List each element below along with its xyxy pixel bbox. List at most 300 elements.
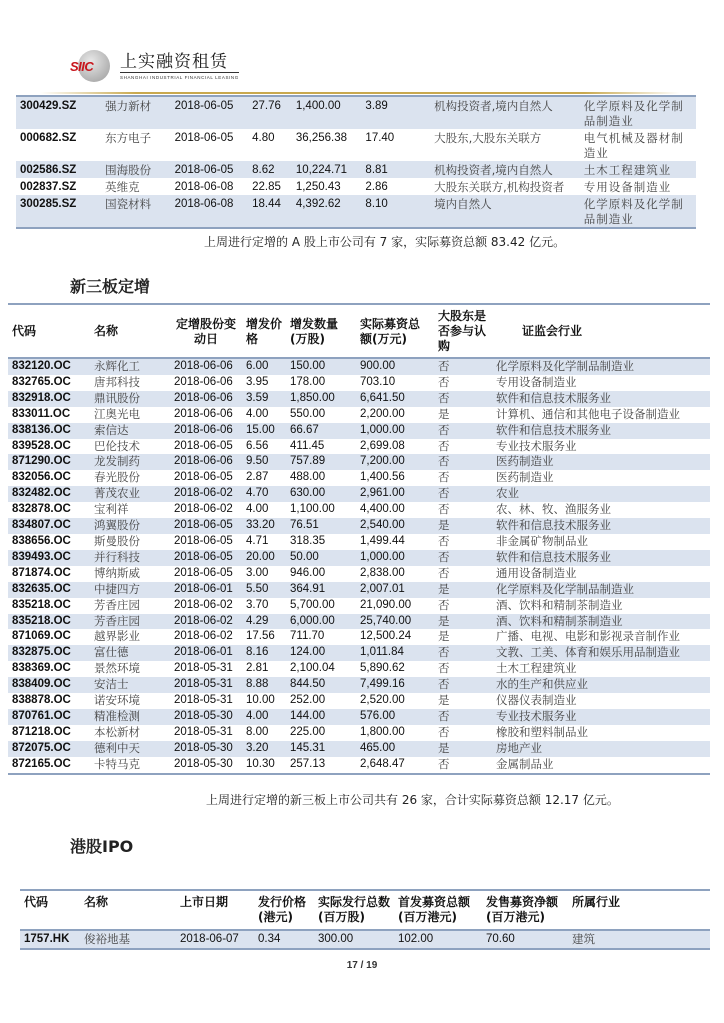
stock-code: 300429.SZ [16,96,101,129]
stock-code: 838369.OC [12,662,71,675]
industry: 软件和信息技术服务业 [492,423,710,439]
col-header: 名称 [90,304,170,358]
raised-amount: 7,200.00 [356,454,434,470]
industry: 化学原料及化学制品制造业 [492,582,710,598]
stock-code: 834807.OC [8,518,90,534]
raised-amount: 2,699.08 [360,439,405,452]
col-header: 定增股份变动日 [170,304,242,358]
stock-name: 越界影业 [94,629,140,644]
industry: 水的生产和供应业 [492,677,710,693]
industry: 土木工程建筑业 [580,161,696,178]
issue-quantity: 2,100.04 [290,662,335,675]
industry: 专业技术服务业 [492,709,710,725]
change-date: 2018-06-01 [170,645,242,661]
issue-price: 8.16 [242,645,286,661]
issue-quantity: 145.31 [286,741,356,757]
price: 4.80 [252,132,275,144]
shares-issued: 300.00 [314,930,394,949]
issue-price: 10.30 [246,757,275,770]
major-holder-participation: 否 [438,597,450,612]
major-holder-participation: 是 [438,693,450,708]
stock-code: 872075.OC [8,741,90,757]
issue-quantity: 364.91 [286,582,356,598]
col-header: 发售募资净额(百万港元) [482,890,568,930]
issue-quantity: 36,256.38 [295,132,348,144]
issue-quantity: 1,250.43 [295,181,341,193]
major-holder-participation: 否 [438,470,450,485]
major-holder-participation: 否 [434,709,492,725]
change-date: 2018-05-31 [174,662,233,675]
stock-code: 835218.OC [8,614,90,630]
table-row [8,518,710,534]
change-date: 2018-06-05 [170,550,242,566]
date: 2018-06-05 [171,96,249,129]
issue-quantity: 5,700.00 [290,598,335,611]
table-row [8,550,710,566]
siic-logo-icon: SIIC [70,50,116,82]
issue-price: 17.56 [246,630,275,643]
issue-quantity: 1,100.00 [290,503,335,516]
table-row [8,741,710,757]
date: 2018-06-08 [171,195,249,228]
industry: 广播、电视、电影和影视录音制作业 [496,629,680,644]
issue-price: 3.00 [246,566,269,579]
issue-price: 3.70 [246,598,269,611]
major-holder-participation: 否 [434,423,492,439]
industry: 软件和信息技术服务业 [492,518,710,534]
stock-name: 卡特马克 [94,756,140,771]
company-name-en: SHANGHAI INDUSTRIAL FINANCIAL LEASING [120,74,239,80]
subscribers: 大股东关联方,机构投资者 [434,180,565,194]
company-logo [70,48,239,84]
stock-name: 江奥光电 [94,406,140,421]
stock-name: 俊裕地基 [80,930,176,949]
table-row [16,195,696,228]
industry: 计算机、通信和其他电子设备制造业 [496,406,680,421]
issue-price: 3.59 [242,391,286,407]
industry: 专业技术服务业 [496,438,577,453]
col-header: 增发价格 [242,304,286,358]
change-date: 2018-05-31 [174,725,233,738]
stock-name: 唐邦科技 [94,374,140,389]
issue-quantity: 550.00 [290,407,326,420]
issue-quantity: 6,000.00 [286,614,356,630]
issue-price: 4.70 [242,486,286,502]
major-holder-participation: 否 [438,533,450,548]
issue-price: 6.56 [246,439,269,452]
stock-name: 围海股份 [101,161,170,178]
issue-quantity: 946.00 [290,566,326,579]
stock-name: 龙发制药 [90,454,170,470]
raised-amount: 2,007.01 [356,582,434,598]
industry: 化学原料及化学制品制造业 [580,195,696,228]
industry: 通用设备制造业 [496,565,577,580]
issue-quantity: 178.00 [290,375,326,388]
stock-code: 002837.SZ [20,181,77,193]
major-holder-participation: 否 [438,438,450,453]
stock-code: 838878.OC [12,694,71,707]
major-holder-participation: 否 [434,550,492,566]
issue-price: 4.00 [242,709,286,725]
a-share-placement-table [16,95,696,229]
table-row [16,129,696,161]
date: 2018-06-05 [174,132,234,144]
col-header: 所属行业 [568,890,710,930]
subscribers: 机构投资者,境内自然人 [430,96,580,129]
col-header: 实际募资总额(万元) [356,304,434,358]
table-row [8,582,710,598]
industry: 酒、饮料和精制茶制造业 [492,614,710,630]
raised-amount: 2,838.00 [360,566,405,579]
change-date: 2018-06-02 [170,486,242,502]
raised-amount: 465.00 [356,741,434,757]
change-date: 2018-06-06 [174,375,233,388]
issue-price: 20.00 [242,550,286,566]
raised-amount: 703.10 [360,375,396,388]
raised-amount: 2,648.47 [360,757,405,770]
issue-price: 4.71 [246,534,269,547]
col-header: 增发数量(万股) [286,304,356,358]
raised-amount: 25,740.00 [356,614,434,630]
col-header: 代码 [20,890,80,930]
issue-quantity: 257.13 [290,757,326,770]
raised-amount: 4,400.00 [360,503,405,516]
price: 27.76 [248,96,292,129]
issue-price: 4.00 [246,407,269,420]
industry: 专用设备制造业 [496,374,577,389]
issue-price: 15.00 [242,423,286,439]
raised-amount: 2,961.00 [356,486,434,502]
major-holder-participation: 否 [434,358,492,375]
hk-ipo-section-title: 港股IPO [70,837,134,856]
price: 22.85 [252,181,281,193]
change-date: 2018-06-05 [174,566,233,579]
stock-code: 832918.OC [8,391,90,407]
stock-name: 巴伦技术 [94,438,140,453]
a-share-summary: 上周进行定增的 A 股上市公司有 7 家，实际募资总额 83.42 亿元。 [204,235,566,249]
issue-quantity: 1,850.00 [286,391,356,407]
stock-code: 871218.OC [12,725,71,738]
issue-price: 0.34 [254,930,314,949]
stock-name: 菁茂农业 [90,486,170,502]
raised-amount: 1,011.84 [356,645,434,661]
table-row [8,566,710,582]
change-date: 2018-06-05 [170,518,242,534]
change-date: 2018-05-31 [170,677,242,693]
stock-name: 强力新材 [101,96,170,129]
table-row [8,470,710,486]
table-row [8,725,710,741]
stock-name: 本松新材 [94,724,140,739]
industry: 农、林、牧、渔服务业 [496,502,611,517]
neeq-section-title: 新三板定增 [70,277,151,296]
stock-name: 东方电子 [105,131,152,145]
raised-amount: 1,800.00 [360,725,405,738]
col-header: 名称 [80,890,176,930]
issue-price: 6.00 [242,358,286,375]
change-date: 2018-05-30 [170,741,242,757]
raised-amount: 6,641.50 [356,391,434,407]
issue-price: 3.20 [242,741,286,757]
page-number: 17 / 19 [346,960,378,971]
major-holder-participation: 否 [434,454,492,470]
table-row [8,661,710,677]
major-holder-participation: 是 [438,406,450,421]
issue-price: 4.29 [242,614,286,630]
issue-price: 8.88 [242,677,286,693]
major-holder-participation: 否 [434,391,492,407]
table-row [8,391,710,407]
change-date: 2018-06-06 [170,391,242,407]
table-row [8,358,710,375]
amount: 3.89 [361,96,430,129]
major-holder-participation: 是 [434,614,492,630]
col-header: 大股东是否参与认购 [434,304,492,358]
subscribers: 大股东,大股东关联方 [434,131,542,145]
stock-name: 英维克 [105,180,140,194]
stock-name: 鸿翼股份 [90,518,170,534]
stock-name: 芳香庄园 [90,614,170,630]
industry: 电气机械及器材制造业 [583,131,684,160]
stock-name: 博纳斯威 [94,565,140,580]
col-header: 发行价格(港元) [254,890,314,930]
stock-name: 芳香庄园 [94,597,140,612]
amount: 17.40 [365,132,395,144]
stock-name: 永辉化工 [90,358,170,375]
issue-price: 33.20 [242,518,286,534]
table-row [8,407,710,423]
stock-name: 宝利祥 [94,502,129,517]
issue-price: 10.00 [246,694,275,707]
stock-code: 870761.OC [8,709,90,725]
amount: 8.10 [361,195,430,228]
issue-quantity: 1,400.00 [292,96,362,129]
subscribers: 机构投资者,境内自然人 [430,161,580,178]
change-date: 2018-05-30 [170,709,242,725]
issue-quantity: 252.00 [290,694,326,707]
stock-name: 并行科技 [90,550,170,566]
stock-code: 838136.OC [8,423,90,439]
raised-amount: 21,090.00 [360,598,412,611]
issue-price: 8.00 [246,725,269,738]
price: 8.62 [248,161,292,178]
industry: 非金属矿物制品业 [496,533,588,548]
raised-amount: 1,000.00 [356,423,434,439]
stock-code: 832482.OC [8,486,90,502]
price: 18.44 [248,195,292,228]
table-row [8,693,710,709]
table-row [8,629,710,645]
issue-quantity: 150.00 [286,358,356,375]
industry: 农业 [492,486,710,502]
stock-code: 838656.OC [12,534,71,547]
industry: 化学原料及化学制品制造业 [580,96,696,129]
raised-amount: 5,890.62 [360,662,405,675]
col-header: 证监会行业 [492,304,710,358]
stock-name: 国瓷材料 [101,195,170,228]
change-date: 2018-06-02 [170,614,242,630]
table-row [8,375,710,391]
amount: 2.86 [365,181,388,193]
industry: 仪器仪表制造业 [496,693,577,708]
issue-quantity: 318.35 [290,534,326,547]
raised-amount: 7,499.16 [356,677,434,693]
neeq-header-row [8,304,710,358]
neeq-placement-table [8,303,710,775]
table-row [8,645,710,661]
company-name-cn: 上实融资租赁 [120,53,239,73]
stock-code: 833011.OC [12,407,71,420]
change-date: 2018-06-06 [170,454,242,470]
raised-amount: 576.00 [356,709,434,725]
issue-quantity: 488.00 [290,471,326,484]
raised-amount: 2,200.00 [360,407,405,420]
table-row [8,486,710,502]
change-date: 2018-06-02 [174,503,233,516]
stock-code: 872165.OC [12,757,71,770]
table-row [8,709,710,725]
issue-price: 5.50 [242,582,286,598]
industry: 软件和信息技术服务业 [492,391,710,407]
stock-name: 斯曼股份 [94,533,140,548]
table-row [8,598,710,614]
col-header: 上市日期 [176,890,254,930]
change-date: 2018-05-31 [174,694,233,707]
table-row [16,161,696,178]
issue-quantity: 225.00 [290,725,326,738]
table-row [8,439,710,455]
table-row [16,96,696,129]
stock-code: 000682.SZ [20,132,77,144]
change-date: 2018-06-01 [170,582,242,598]
raised-amount: 2,540.00 [356,518,434,534]
net-proceeds: 70.60 [482,930,568,949]
major-holder-participation: 否 [438,565,450,580]
issue-quantity: 844.50 [286,677,356,693]
stock-code: 1757.HK [20,930,80,949]
stock-code: 832878.OC [12,503,71,516]
stock-code: 832875.OC [8,645,90,661]
subscribers: 境内自然人 [430,195,580,228]
table-row [8,677,710,693]
industry: 化学原料及化学制品制造业 [492,358,710,375]
issue-quantity: 10,224.71 [292,161,362,178]
change-date: 2018-06-05 [174,439,233,452]
change-date: 2018-05-30 [174,757,233,770]
issue-price: 4.00 [246,503,269,516]
stock-code: 832635.OC [8,582,90,598]
major-holder-participation: 否 [438,724,450,739]
stock-code: 835218.OC [12,598,71,611]
stock-code: 871874.OC [12,566,71,579]
col-header: 首发募资总额(百万港元) [394,890,482,930]
raised-amount: 1,000.00 [356,550,434,566]
stock-code: 839493.OC [8,550,90,566]
industry: 医药制造业 [492,454,710,470]
stock-code: 871069.OC [12,630,71,643]
stock-name: 安洁士 [90,677,170,693]
change-date: 2018-06-06 [170,358,242,375]
major-holder-participation: 否 [438,661,450,676]
issue-quantity: 630.00 [286,486,356,502]
stock-name: 春光股份 [94,470,140,485]
table-row [8,502,710,518]
issue-price: 2.87 [246,471,269,484]
stock-name: 德利中天 [90,741,170,757]
issue-quantity: 144.00 [286,709,356,725]
major-holder-participation: 是 [434,582,492,598]
stock-code: 002586.SZ [16,161,101,178]
hk-ipo-table [20,889,710,950]
date: 2018-06-08 [174,181,234,193]
issue-quantity: 411.45 [290,439,325,452]
table-row [8,534,710,550]
raised-amount: 2,520.00 [360,694,405,707]
issue-price: 9.50 [242,454,286,470]
change-date: 2018-06-02 [174,598,233,611]
table-row [8,757,710,774]
industry: 房地产业 [492,741,710,757]
major-holder-participation: 否 [438,502,450,517]
col-header: 代码 [8,304,90,358]
table-row [16,178,696,195]
table-row [8,614,710,630]
industry: 软件和信息技术服务业 [492,550,710,566]
neeq-summary: 上周进行定增的新三板上市公司共有 26 家，合计实际募资总额 12.17 亿元。 [206,793,619,807]
issue-quantity: 76.51 [286,518,356,534]
col-header: 实际发行总数(百万股) [314,890,394,930]
change-date: 2018-06-05 [174,534,233,547]
industry: 橡胶和塑料制品业 [496,724,588,739]
stock-name: 中捷四方 [90,582,170,598]
amount: 8.81 [361,161,430,178]
stock-code: 838409.OC [8,677,90,693]
change-date: 2018-06-06 [170,423,242,439]
change-date: 2018-06-05 [174,471,233,484]
hk-ipo-header-row [20,890,710,930]
industry: 酒、饮料和精制茶制造业 [496,597,623,612]
major-holder-participation: 否 [434,677,492,693]
header-divider [40,92,680,94]
listing-date: 2018-06-07 [176,930,254,949]
industry: 金属制品业 [496,756,554,771]
change-date: 2018-06-06 [174,407,233,420]
stock-code: 871290.OC [8,454,90,470]
industry: 专用设备制造业 [583,180,672,194]
major-holder-participation: 否 [434,645,492,661]
issue-quantity: 757.89 [286,454,356,470]
industry: 土木工程建筑业 [496,661,577,676]
major-holder-participation: 否 [434,486,492,502]
table-row [20,930,710,949]
issue-quantity: 124.00 [286,645,356,661]
major-holder-participation: 否 [438,756,450,771]
issue-quantity: 66.67 [286,423,356,439]
issue-quantity: 50.00 [286,550,356,566]
stock-name: 诺安环境 [94,693,140,708]
stock-code: 839528.OC [12,439,71,452]
raised-amount: 1,400.56 [360,471,405,484]
industry: 文教、工美、体育和娱乐用品制造业 [492,645,710,661]
table-row [8,454,710,470]
date: 2018-06-05 [171,161,249,178]
stock-code: 832056.OC [12,471,71,484]
issue-price: 2.81 [246,662,269,675]
change-date: 2018-06-02 [174,630,233,643]
raised-amount: 1,499.44 [360,534,405,547]
stock-name: 富仕德 [90,645,170,661]
major-holder-participation: 是 [434,741,492,757]
